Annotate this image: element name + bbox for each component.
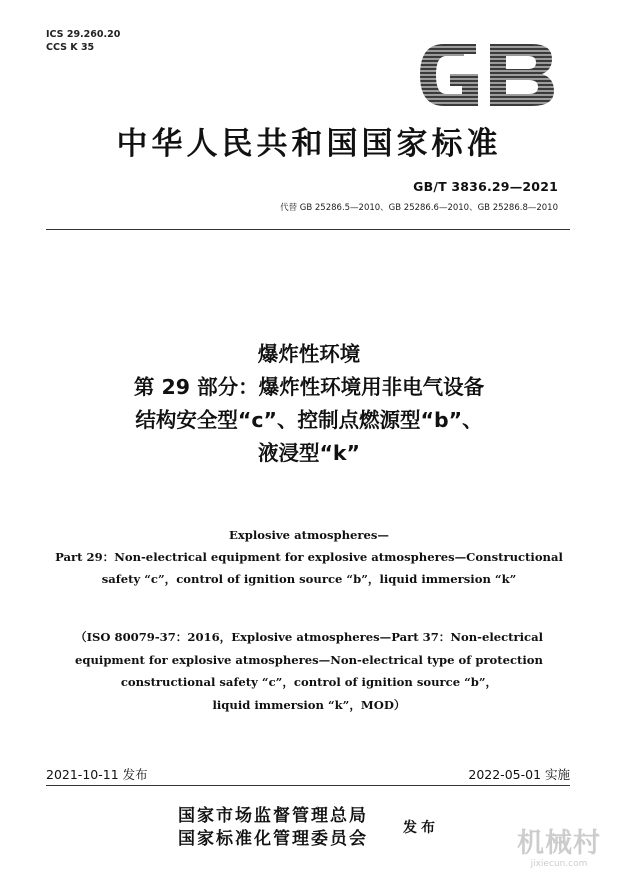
iso-line: equipment for explosive atmospheres—Non-electrical type of protection [75,652,543,667]
en-title-line: Explosive atmospheres— [229,528,389,542]
title-line: 液浸型“k” [257,441,361,465]
en-title-line: safety “c”，control of ignition source “b”，liquid immersion “k” [101,572,517,586]
iso-line: （ISO 80079-37：2016，Explosive atmospheres—Part 37：Non-electrical [74,630,544,644]
ics-code: ICS 29.260.20 [46,29,121,40]
iso-line: liquid immersion “k”，MOD） [212,697,406,712]
footer-divider [46,785,570,786]
title-line: 结构安全型“c”、控制点燃源型“b”、 [135,408,483,432]
replaces-standards: 代替 GB 25286.5—2010、GB 25286.6—2010、GB 25286.8—2010 [280,203,558,213]
en-title-line: Part 29：Non-electrical equipment for explosive atmospheres—Constructional [55,550,563,564]
title-line: 爆炸性环境 [257,342,361,366]
ccs-code: CCS K 35 [46,42,95,53]
watermark [507,829,611,870]
header-divider [46,229,570,230]
classification-codes [46,28,120,54]
document-title-en [0,524,618,590]
national-standard-title: 中华人民共和国国家标准 [116,126,502,162]
gb-logo [414,40,560,110]
publisher-sac: 国家标准化管理委员会 [178,829,368,849]
publishers [178,805,368,851]
iso-line: constructional safety “c”，control of ignition source “b”， [120,675,498,689]
title-line: 第 29 部分：爆炸性环境用非电气设备 [133,375,485,399]
watermark-text: 机械村 [517,828,601,859]
implementation-date: 2022-05-01 实施 [468,767,570,782]
iso-reference [0,626,618,716]
standard-number: GB/T 3836.29—2021 [413,179,558,194]
issue-date: 2021-10-11 发布 [46,767,148,782]
watermark-url: jixiecun.com [530,859,588,869]
publisher-samr: 国家市场监督管理总局 [178,806,368,826]
document-title-cn [0,338,618,470]
publish-label: 发布 [403,820,439,836]
gb-logo-graphic [414,40,560,110]
